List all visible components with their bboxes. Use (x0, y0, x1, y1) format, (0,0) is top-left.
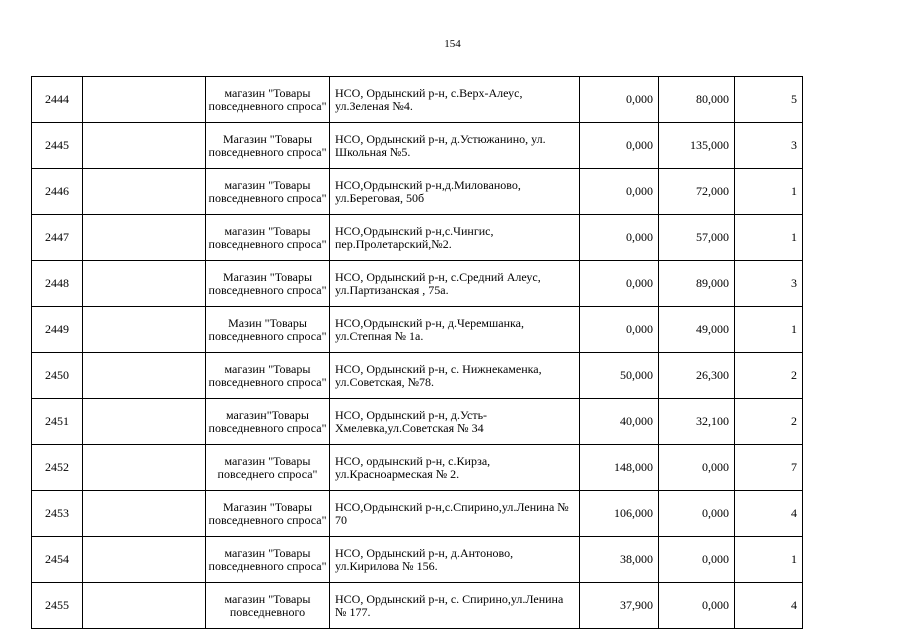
value-2-cell: 32,100 (659, 399, 735, 445)
table-row (32, 215, 803, 261)
table-row (32, 353, 803, 399)
address-cell: НСО, Ордынский р-н, д.Усть-Хмелевка,ул.Советская № 34 (330, 399, 580, 445)
table-row (32, 399, 803, 445)
address-cell: НСО,Ордынский р-н, д.Черемшанка, ул.Степная № 1а. (330, 307, 580, 353)
row-number-cell: 2446 (32, 169, 83, 215)
empty-cell (83, 399, 206, 445)
row-number-cell: 2445 (32, 123, 83, 169)
empty-cell (83, 353, 206, 399)
value-2-cell: 26,300 (659, 353, 735, 399)
value-1-cell: 0,000 (580, 215, 659, 261)
object-name-cell: Магазин "Товары повседневного спроса" (206, 261, 330, 307)
empty-cell (83, 169, 206, 215)
value-1-cell: 0,000 (580, 169, 659, 215)
address-cell: НСО, Ордынский р-н, с. Спирино,ул.Ленина № 177. (330, 583, 580, 629)
table-row (32, 445, 803, 491)
address-cell: НСО,Ордынский р-н,с.Спирино,ул.Ленина № 70 (330, 491, 580, 537)
value-1-cell: 106,000 (580, 491, 659, 537)
value-1-cell: 0,000 (580, 77, 659, 123)
object-name-cell: магазин "Товары повседневного спроса" (206, 353, 330, 399)
table-body (32, 77, 803, 629)
table-row (32, 77, 803, 123)
value-1-cell: 37,900 (580, 583, 659, 629)
table-row (32, 307, 803, 353)
address-cell: НСО, Ордынский р-н, д.Устюжанино, ул. Школьная №5. (330, 123, 580, 169)
value-2-cell: 89,000 (659, 261, 735, 307)
count-cell: 5 (735, 77, 803, 123)
table-row (32, 261, 803, 307)
value-2-cell: 72,000 (659, 169, 735, 215)
address-cell: НСО, ордынский р-н, с.Кирза, ул.Красноармеская № 2. (330, 445, 580, 491)
address-cell: НСО,Ордынский р-н,д.Милованово, ул.Береговая, 50б (330, 169, 580, 215)
address-cell: НСО, Ордынский р-н, д.Антоново, ул.Кирилова № 156. (330, 537, 580, 583)
value-1-cell: 50,000 (580, 353, 659, 399)
address-cell: НСО, Ордынский р-н, с.Верх-Алеус, ул.Зеленая №4. (330, 77, 580, 123)
empty-cell (83, 537, 206, 583)
value-1-cell: 40,000 (580, 399, 659, 445)
value-2-cell: 80,000 (659, 77, 735, 123)
value-2-cell: 0,000 (659, 445, 735, 491)
count-cell: 1 (735, 537, 803, 583)
empty-cell (83, 215, 206, 261)
table-row (32, 491, 803, 537)
count-cell: 2 (735, 399, 803, 445)
empty-cell (83, 261, 206, 307)
registry-table (31, 76, 803, 629)
value-2-cell: 57,000 (659, 215, 735, 261)
row-number-cell: 2448 (32, 261, 83, 307)
value-1-cell: 0,000 (580, 123, 659, 169)
object-name-cell: Мазин "Товары повседневного спроса" (206, 307, 330, 353)
count-cell: 4 (735, 583, 803, 629)
object-name-cell: Магазин "Товары повседневного спроса" (206, 491, 330, 537)
count-cell: 4 (735, 491, 803, 537)
row-number-cell: 2449 (32, 307, 83, 353)
table-row (32, 123, 803, 169)
count-cell: 1 (735, 307, 803, 353)
value-1-cell: 0,000 (580, 261, 659, 307)
row-number-cell: 2454 (32, 537, 83, 583)
count-cell: 7 (735, 445, 803, 491)
value-1-cell: 38,000 (580, 537, 659, 583)
empty-cell (83, 583, 206, 629)
table-row (32, 583, 803, 629)
object-name-cell: магазин "Товары повседневного спроса" (206, 215, 330, 261)
object-name-cell: магазин "Товары повседневного спроса" (206, 537, 330, 583)
object-name-cell: магазин "Товары повседневного спроса" (206, 169, 330, 215)
address-cell: НСО,Ордынский р-н,с.Чингис, пер.Пролетарский,№2. (330, 215, 580, 261)
empty-cell (83, 123, 206, 169)
value-1-cell: 0,000 (580, 307, 659, 353)
object-name-cell: магазин "Товары повседнего спроса" (206, 445, 330, 491)
row-number-cell: 2447 (32, 215, 83, 261)
address-cell: НСО, Ордынский р-н, с.Средний Алеус, ул.Партизанская , 75а. (330, 261, 580, 307)
row-number-cell: 2451 (32, 399, 83, 445)
empty-cell (83, 77, 206, 123)
count-cell: 1 (735, 215, 803, 261)
object-name-cell: магазин "Товары повседневного спроса" (206, 77, 330, 123)
row-number-cell: 2450 (32, 353, 83, 399)
value-2-cell: 0,000 (659, 537, 735, 583)
object-name-cell: магазин "Товары повседневного (206, 583, 330, 629)
count-cell: 3 (735, 123, 803, 169)
row-number-cell: 2444 (32, 77, 83, 123)
registry-table-container (31, 76, 802, 619)
table-row (32, 169, 803, 215)
table-row (32, 537, 803, 583)
object-name-cell: Магазин "Товары повседневного спроса" (206, 123, 330, 169)
row-number-cell: 2455 (32, 583, 83, 629)
row-number-cell: 2453 (32, 491, 83, 537)
empty-cell (83, 307, 206, 353)
empty-cell (83, 445, 206, 491)
object-name-cell: магазин"Товары повседневного спроса" (206, 399, 330, 445)
empty-cell (83, 491, 206, 537)
value-1-cell: 148,000 (580, 445, 659, 491)
page-number: 154 (444, 38, 461, 50)
count-cell: 3 (735, 261, 803, 307)
value-2-cell: 135,000 (659, 123, 735, 169)
count-cell: 1 (735, 169, 803, 215)
row-number-cell: 2452 (32, 445, 83, 491)
count-cell: 2 (735, 353, 803, 399)
address-cell: НСО, Ордынский р-н, с. Нижнекаменка, ул.Советская, №78. (330, 353, 580, 399)
value-2-cell: 49,000 (659, 307, 735, 353)
value-2-cell: 0,000 (659, 491, 735, 537)
value-2-cell: 0,000 (659, 583, 735, 629)
